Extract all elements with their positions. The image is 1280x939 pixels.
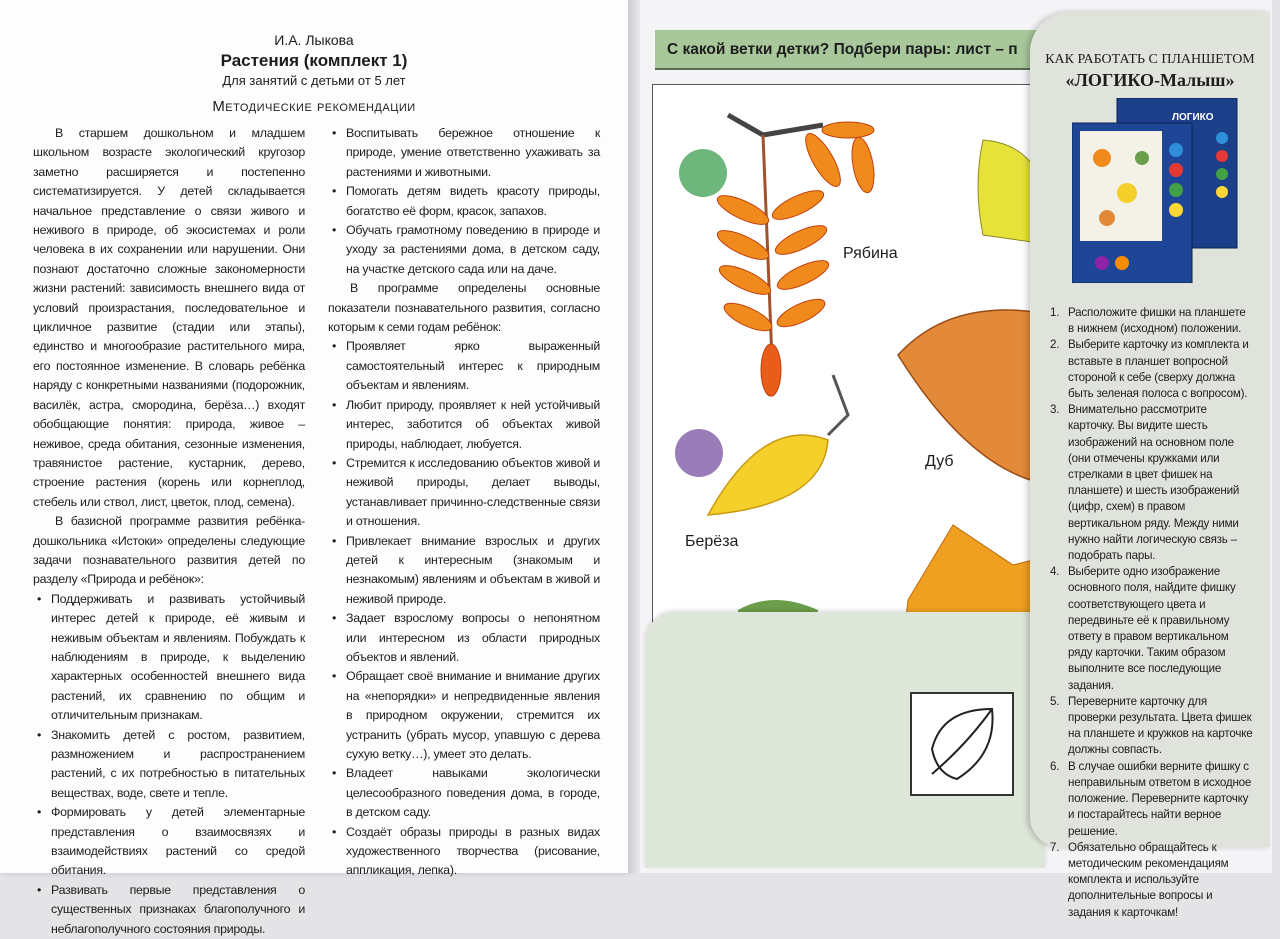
- green-marker: [679, 149, 727, 197]
- step-item: 2. Выберите карточку из комплекта и вставьте в планшет вопросной стороной к себе (сверху должна быть зеленая полоса с вопросом).: [1050, 338, 1249, 401]
- step-item: 7. Обязательно обращайтесь к методическим рекомендациям комплекта и используйте дополнительные вопросы и задания к карточкам!: [1050, 840, 1229, 919]
- methodical-page: [0, 0, 628, 936]
- list-item: • Обращает своё внимание и внимание других на «непорядки» и непредвиденные явления в природном окружении, стремится их устранить (убрать мусор, упавшую с дерева сухую ветку…), умеет это делать.: [328, 667, 600, 764]
- list-item: • Проявляет ярко выраженный самостоятельный интерес к природным объектам и явлениям.: [328, 337, 600, 395]
- card-title: КАК РАБОТАТЬ С ПЛАНШЕТОМ: [1045, 52, 1255, 67]
- list-item: • Формировать у детей элементарные представления о взаимосвязях и взаимодействиях растений со средой обитания.: [33, 803, 305, 881]
- paragraph: В старшем дошкольном и младшем школьном возрасте экологический кругозор заметно расширяется и постепенно систематизируется. У детей складывается начальное представление о связи живого и неживого в природе, об экосистемах и роли человека в их сохранении или нарушении. Они познают достаточно сложные закономерности жизни растений: зависимость внешнего вида от условий произрастания, последовательное и цикличное развитие (стадии или этапы), единство и многообразие растительного мира, его постоянное изменение. В словарь ребёнка наряду с конкретными названиями (подорожник, василёк, астра, смородина, берёза…) входят обобщающие понятия: природа, живое – неживое, среда обитания, сезонные изменения, травянистое растение, кустарник, дерево, строение растения (корень или корнеплод, стебель или ствол, лист, цветок, плод, семена).: [33, 126, 305, 509]
- tablet-illustration: [1072, 98, 1242, 288]
- leaf-label-birch: Берёза: [685, 533, 739, 550]
- list-item: • Воспитывать бережное отношение к природе, умение ответственно ухаживать за растениями и животными.: [328, 124, 600, 182]
- list-item: • Любит природу, проявляет к ней устойчивый интерес, заботится об объектах живой природы, наблюдает, любуется.: [328, 396, 600, 454]
- card-brand: «ЛОГИКО-Малыш»: [1065, 70, 1235, 90]
- text-column-2: [328, 124, 600, 881]
- paragraph: В базисной программе развития ребёнка-дошкольника «Истоки» определены следующие задачи познавательного развития детей по разделу «Природа и ребёнок»:: [33, 514, 305, 587]
- page-title: Растения (комплект 1): [220, 51, 408, 70]
- list-item: • Владеет навыками экологически целесообразного поведения дома, в городе, в детском саду.: [328, 764, 600, 822]
- step-item: 4. Выберите одно изображение основного поля, найдите фишку соответствующего цвета и передвиньте её к правильному ответу в правом вертикальном ряду карточки. Таким образом выполните все последующие задания.: [1050, 565, 1236, 692]
- question-band: С какой ветки детки? Подбери пары: лист – п: [655, 30, 1055, 70]
- list-item: • Привлекает внимание взрослых и других детей к интересным (знакомым и незнакомым) явлениям и объектам в живой и неживой природе.: [328, 532, 600, 610]
- author: И.А. Лыкова: [274, 32, 354, 48]
- instruction-steps: [1048, 305, 1254, 921]
- section-heading: Методические рекомендации: [212, 98, 416, 115]
- leaf-outline-icon: [910, 692, 1014, 796]
- list-item: • Поддерживать и развивать устойчивый интерес детей к природе, её живым и неживым объектам и явлениям. Побуждать к наблюдениям в природе, к выделению характерных особенностей внешнего вида растений, их сравнению по общим и отличительным признакам.: [33, 590, 305, 726]
- list-item: • Создаёт образы природы в разных видах художественного творчества (рисование, аппликация, лепка).: [328, 823, 600, 881]
- svg-text:ЛОГИКО: ЛОГИКО: [1172, 112, 1214, 123]
- paragraph: В программе определены основные показатели познавательного развития, согласно которым к семи годам ребёнок:: [328, 281, 600, 335]
- page-subtitle: Для занятий с детьми от 5 лет: [222, 73, 406, 88]
- list-item: • Развивать первые представления о существенных признаках благополучного и неблагополучного состояния природы.: [33, 881, 305, 939]
- leaves-illustration: [653, 85, 1053, 645]
- step-item: 6. В случае ошибки верните фишку с неправильным ответом в исходное положение. Переверните карточку и постарайтесь найти верное решение.: [1050, 759, 1252, 838]
- bullet-list: [328, 337, 600, 880]
- list-item: • Обучать грамотному поведению в природе и уходу за растениями дома, в детском саду, на участке детского сада или на даче.: [328, 221, 600, 279]
- text-column-1: [33, 124, 305, 939]
- list-item: • Стремится к исследованию объектов живой и неживой природы, делает выводы, устанавливает причинно-следственные связи и отношения.: [328, 454, 600, 532]
- leaf-label-rowan: Рябина: [843, 245, 898, 262]
- purple-marker: [675, 429, 723, 477]
- list-item: • Помогать детям видеть красоту природы, богатство её форм, красок, запахов.: [328, 182, 600, 221]
- birch-leaf-icon: [708, 375, 848, 515]
- list-item: • Знакомить детей с ростом, развитием, размножением и распространением растений, с их потребностью в питательных веществах, воде, свете и тепле.: [33, 726, 305, 804]
- leaf-label-oak: Дуб: [925, 453, 954, 470]
- step-item: 3. Внимательно рассмотрите карточку. Вы видите шесть изображений на основном поле (они отмечены кружками или стрелками в цвет фишек на планшете) и шесть изображений (цифр, схем) в правом вертикальном ряду. Между ними нужно найти логическую связь – подобрать пары.: [1050, 403, 1240, 563]
- step-item: 5. Переверните карточку для проверки результата. Цвета фишек на планшете и кружков на карточке должны совпасть.: [1050, 694, 1253, 757]
- step-item: 1. Расположите фишки на планшете в нижнем (исходном) положении.: [1050, 306, 1246, 336]
- bullet-list: [33, 590, 305, 939]
- leaf-picture-card: [652, 84, 1054, 646]
- bullet-list: [328, 124, 600, 279]
- list-item: • Задает взрослому вопросы о непонятном или интересном из области природных объектов и явлений.: [328, 609, 600, 667]
